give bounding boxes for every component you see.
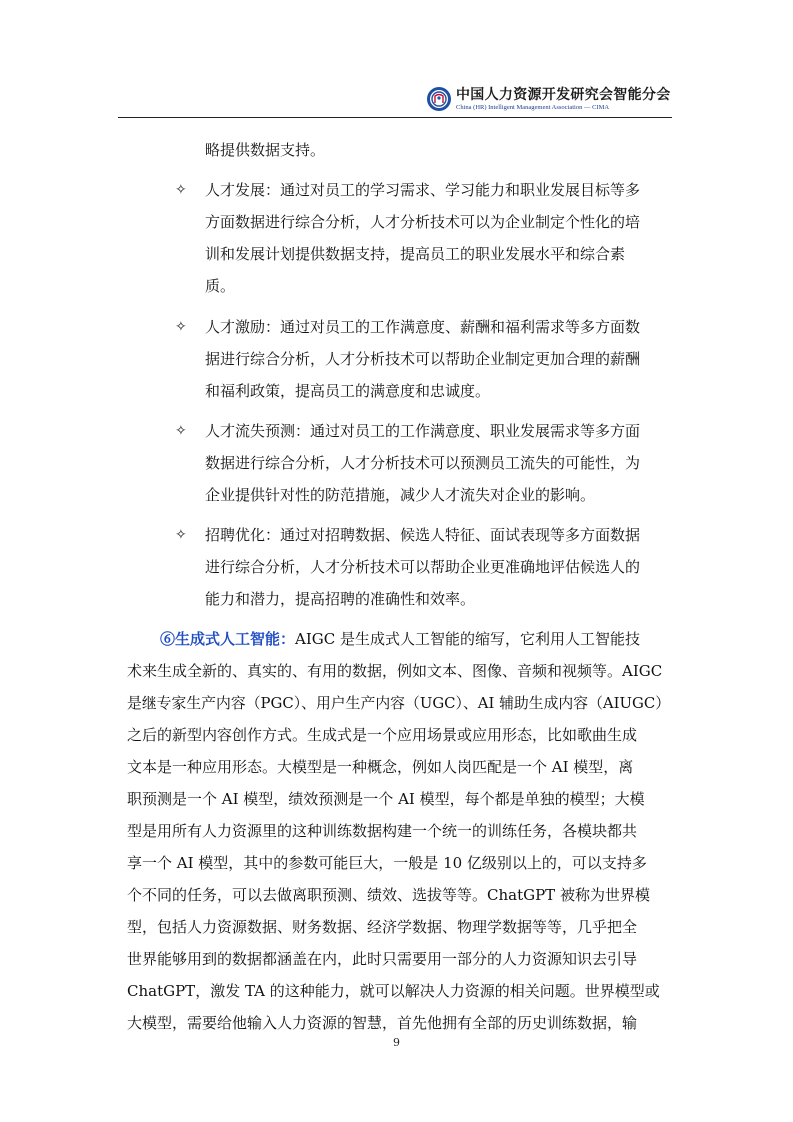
- paragraph-line: 世界能够用到的数据都涵盖在内，此时只需要用一部分的人力资源知识去引导: [127, 950, 638, 968]
- bullet-diamond-icon: ✧: [175, 423, 187, 439]
- section-heading: ⑥生成式人工智能：: [160, 630, 296, 648]
- bullet-line: 进行综合分析，人才分析技术可以帮助企业更准确地评估候选人的: [205, 558, 641, 576]
- bullet-line: 招聘优化：通过对招聘数据、候选人特征、面试表现等多方面数据: [205, 526, 641, 544]
- organization-name-en: China (HR) Intelligent Management Association — CIMA: [456, 104, 610, 111]
- bullet-diamond-icon: ✧: [175, 182, 187, 198]
- paragraph-line: 文本是一种应用形态。大模型是一种概念，例如人岗匹配是一个 AI 模型，离: [127, 758, 634, 776]
- organization-name-cn: 中国人力资源开发研究会智能分会: [456, 87, 671, 103]
- bullet-line: 训和发展计划提供数据支持，提高员工的职业发展水平和综合素: [205, 245, 626, 263]
- bullet-diamond-icon: ✧: [175, 527, 187, 543]
- paragraph-line: 是继专家生产内容（PGC）、用户生产内容（UGC）、AI 辅助生成内容（AIUGC）: [127, 694, 671, 712]
- paragraph-line: 术来生成全新的、真实的、有用的数据，例如文本、图像、音频和视频等。AIGC: [127, 662, 663, 680]
- bullet-line: 能力和潜力，提高招聘的准确性和效率。: [205, 590, 476, 608]
- bullet-line: 人才发展：通过对员工的学习需求、学习能力和职业发展目标等多: [205, 181, 641, 199]
- paragraph-line: 型，包括人力资源数据、财务数据、经济学数据、物理学数据等等，几乎把全: [127, 918, 638, 936]
- section-first-line-text: AIGC 是生成式人工智能的缩写，它利用人工智能技: [295, 630, 641, 648]
- bullet-line: 据进行综合分析，人才分析技术可以帮助企业制定更加合理的薪酬: [205, 350, 641, 368]
- continuation-line: 略提供数据支持。: [205, 141, 326, 159]
- bullet-line: 数据进行综合分析，人才分析技术可以预测员工流失的可能性，为: [205, 454, 641, 472]
- bullet-line: 人才激励：通过对员工的工作满意度、薪酬和福利需求等多方面数: [205, 318, 641, 336]
- paragraph-line: 型是用所有人力资源里的这种训练数据构建一个统一的训练任务，各模块都共: [127, 822, 638, 840]
- paragraph-line: ChatGPT，激发 TA 的这种能力，就可以解决人力资源的相关问题。世界模型或: [127, 982, 660, 1000]
- paragraph-line: 享一个 AI 模型，其中的参数可能巨大，一般是 10 亿级别以上的，可以支持多: [127, 854, 647, 872]
- bullet-line: 和福利政策，提高员工的满意度和忠诚度。: [205, 382, 491, 400]
- bullet-line: 质。: [205, 277, 236, 295]
- section-first-line: [160, 629, 640, 649]
- bullet-line: 方面数据进行综合分析，人才分析技术可以为企业制定个性化的培: [205, 213, 641, 231]
- paragraph-line: 职预测是一个 AI 模型，绩效预测是一个 AI 模型，每个都是单独的模型；大模: [127, 790, 645, 808]
- paragraph-line: 之后的新型内容创作方式。生成式是一个应用场景或应用形态，比如歌曲生成: [127, 726, 638, 744]
- page-number: 9: [393, 1036, 400, 1049]
- bullet-line: 人才流失预测：通过对员工的工作满意度、职业发展需求等多方面: [205, 422, 641, 440]
- bullet-diamond-icon: ✧: [175, 319, 187, 335]
- paragraph-line: 个不同的任务，可以去做离职预测、绩效、选拔等等。ChatGPT 被称为世界模: [127, 886, 650, 904]
- paragraph-line: 大模型，需要给他输入人力资源的智慧，首先他拥有全部的历史训练数据，输: [127, 1014, 638, 1032]
- bullet-line: 企业提供针对性的防范措施，减少人才流失对企业的影响。: [205, 486, 596, 504]
